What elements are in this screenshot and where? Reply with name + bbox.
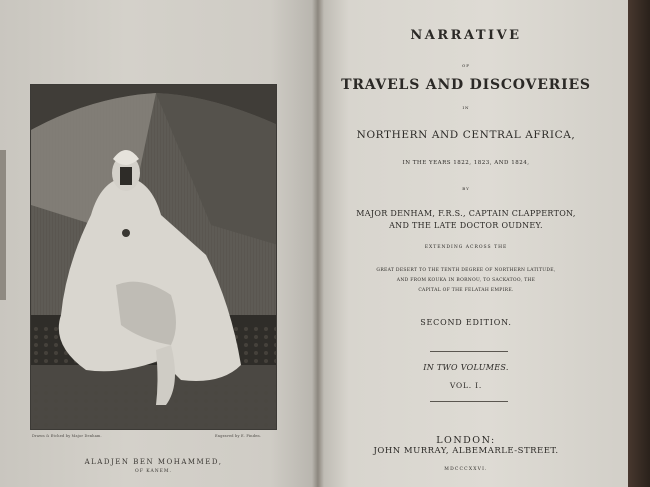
volume-number: VOL. I. (449, 381, 483, 390)
volumes-label: IN TWO VOLUMES. (423, 363, 509, 372)
frontispiece-caption: ALADJEN BEN MOHAMMED, (84, 458, 223, 466)
imprint-publisher: JOHN MURRAY, ALBEMARLE-STREET. (373, 446, 559, 456)
frontispiece-engraving (30, 84, 277, 430)
authors-line-2: AND THE LATE DOCTOR OUDNEY. (389, 221, 543, 230)
title-narrative: NARRATIVE (410, 28, 522, 43)
route-line-1: GREAT DESERT TO THE TENTH DEGREE OF NORTHERN LATITUDE, (376, 268, 556, 273)
authors-line-1: MAJOR DENHAM, F.R.S., CAPTAIN CLAPPERTON, (356, 209, 576, 218)
title-by: BY (462, 186, 470, 191)
title-extending: EXTENDING ACROSS THE (424, 245, 508, 250)
title-of: OF (461, 63, 471, 68)
title-region: NORTHERN AND CENTRAL AFRICA, (356, 129, 576, 141)
divider-rule (430, 351, 508, 352)
imprint-year: MDCCCXXVI. (444, 467, 488, 472)
plate-credit-engraver: Engraved by E. Finden. (215, 434, 262, 438)
book-gutter (312, 0, 324, 487)
route-line-2: AND FROM KOUKA IN BORNOU, TO SACKATOO, THE (396, 278, 536, 283)
route-line-3: CAPITAL OF THE FELATAH EMPIRE. (418, 288, 514, 293)
divider-rule (430, 401, 508, 402)
edition-label: SECOND EDITION. (420, 318, 512, 327)
imprint-city: LONDON: (436, 435, 496, 446)
title-in: IN (462, 105, 470, 110)
table-surface (626, 0, 650, 487)
title-page (318, 0, 628, 487)
page-edge-shadow (0, 150, 6, 300)
title-years: IN THE YEARS 1822, 1823, AND 1824, (402, 160, 530, 166)
title-main: TRAVELS AND DISCOVERIES (341, 77, 591, 93)
plate-credit-artist: Drawn & Etched by Major Denham. (32, 434, 102, 438)
engraving-illustration (31, 85, 277, 430)
frontispiece-subcaption: OF KANEM. (135, 469, 172, 474)
